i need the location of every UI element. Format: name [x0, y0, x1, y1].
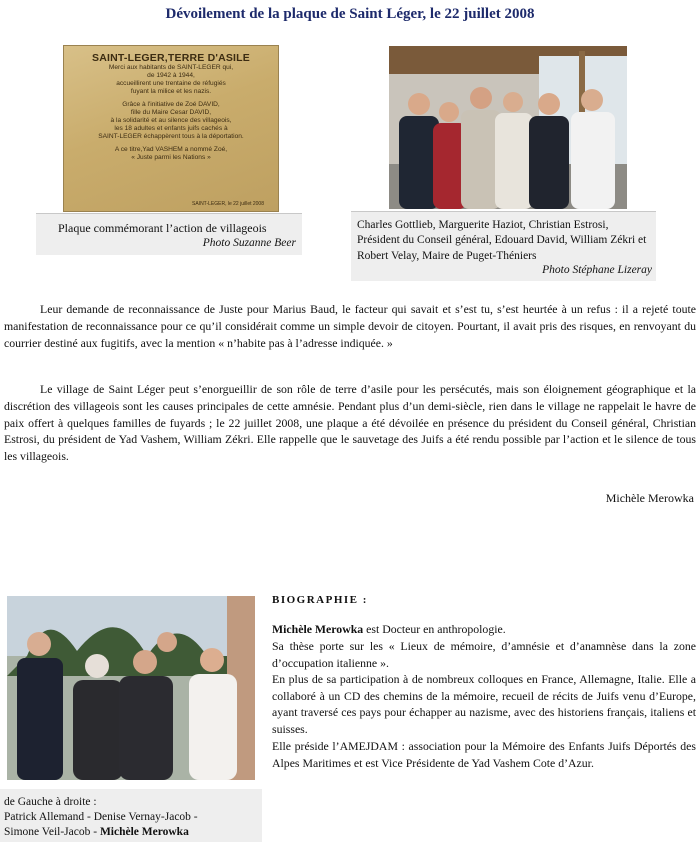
plaque-line: à la solidarité et au silence des villageois, — [110, 117, 232, 124]
paragraph-2-text: Le village de Saint Léger peut s’enorgueillir de son rôle de terre d’asile pour les persécutés, mais son éloignement géographique et la discrétion des villageois sont les causes principales de cette amnésie. Pendant plus d’un demi-siècle, rien dans le village ne rappelait le havre de paix offert à quelques familles de fuyards ; le 22 juillet 2008, une plaque a été dévoilée en présence du président du Conseil général, Christian Estrosi, du président de Yad Vashem, William Zékri. Elle rappelle que le sauvetage des Juifs a été rendu possible par l’action et le silence de tous les villageois. — [4, 382, 696, 464]
bio-heading: BIOGRAPHIE : — [272, 594, 368, 606]
group-photo-caption — [351, 211, 656, 281]
bio-paragraph-3: En plus de sa participation à de nombreux colloques en France, Allemagne, Italie. Elle a collaboré à un CD des chemins de la mémoire, recueil de récits de Juifs venu d’Europe, ayant traversé ces pays pour échapper au nazisme, avec des historiens français, italiens et suisses. — [272, 672, 696, 736]
portrait-caption-line1: de Gauche à droite : — [4, 796, 97, 808]
paragraph-1-text: Leur demande de reconnaissance de Juste pour Marius Baud, le facteur qui savait et s’est tu, s’est heurtée à un refus : il a rejeté toute manifestation de reconnaissance pour ce qu’il considérait comme un simple devoir de citoyen. Pourtant, il avait pris des risques, en renvoyant du courrier destiné aux fugitifs, avec la mention « n’habite pas à l’adresse indiquée. » — [4, 302, 696, 350]
plaque-image — [63, 45, 279, 212]
plaque-line: de 1942 à 1944, — [147, 72, 195, 79]
portrait-photo — [7, 596, 255, 780]
bio-line1: est Docteur en anthropologie. — [363, 622, 506, 636]
plaque-line: les 18 adultes et enfants juifs cachés à — [114, 125, 228, 132]
group-photo-credit: Photo Stéphane Lizeray — [542, 264, 652, 276]
group-photo — [389, 46, 627, 209]
portrait-caption-bold-name: Michèle Merowka — [99, 826, 189, 838]
plaque-caption — [36, 213, 302, 255]
plaque-signature: SAINT-LEGER, le 22 juillet 2008 — [192, 201, 264, 207]
paragraph-2 — [4, 381, 696, 465]
portrait-caption-line2: Patrick Allemand - Denise Vernay-Jacob - — [4, 811, 198, 823]
plaque-line: Merci aux habitants de SAINT-LEGER qui, — [108, 64, 234, 71]
plaque-line: fuyant la milice et les nazis. — [130, 88, 212, 95]
group-photo-caption-text: Charles Gottlieb, Marguerite Haziot, Christian Estrosi, Président du Conseil général, Edouard David, William Zékri et Robert Velay, Maire de Puget-Théniers — [357, 219, 647, 262]
bio-paragraph-1 — [272, 621, 696, 638]
plaque-line: SAINT-LEGER échappèrent tous à la déportation. — [98, 133, 244, 140]
bio-paragraph-4: Elle préside l’AMEJDAM : association pour la Mémoire des Enfants Juifs Déportés des Alpes Maritimes et est Vice Présidente de Yad Vashem Cote d’Azur. — [272, 739, 696, 770]
plaque-line: « Juste parmi les Nations » — [131, 154, 211, 161]
portrait-caption-names: Simone Veil-Jacob - — [4, 826, 100, 838]
page-title: Dévoilement de la plaque de Saint Léger, le 22 juillet 2008 — [165, 6, 535, 22]
portrait-caption-line3 — [4, 825, 189, 840]
plaque-photo-credit: Photo Suzanne Beer — [202, 237, 296, 249]
plaque-line: fille du Maire Cesar DAVID, — [130, 109, 212, 116]
plaque-heading: SAINT-LEGER,TERRE D'ASILE — [91, 52, 250, 64]
article-author: Michèle Merowka — [605, 491, 694, 505]
plaque-caption-text: Plaque commémorant l’action de villageois — [58, 221, 267, 235]
plaque-line: Grâce à l'initiative de Zoé DAVID, — [122, 101, 220, 108]
bio-paragraph-2: Sa thèse porte sur les « Lieux de mémoire, d’amnésie et d’anamnèse dans la zone d’occupation italienne ». — [272, 639, 696, 670]
portrait-caption — [0, 789, 262, 842]
bio-name: Michèle Merowka — [272, 622, 364, 636]
plaque-line: A ce titre,Yad VASHEM a nommé Zoé, — [114, 146, 228, 153]
plaque-text — [64, 64, 278, 162]
paragraph-1 — [4, 301, 696, 351]
plaque-line: accueillirent une trentaine de réfugiés — [116, 80, 226, 87]
